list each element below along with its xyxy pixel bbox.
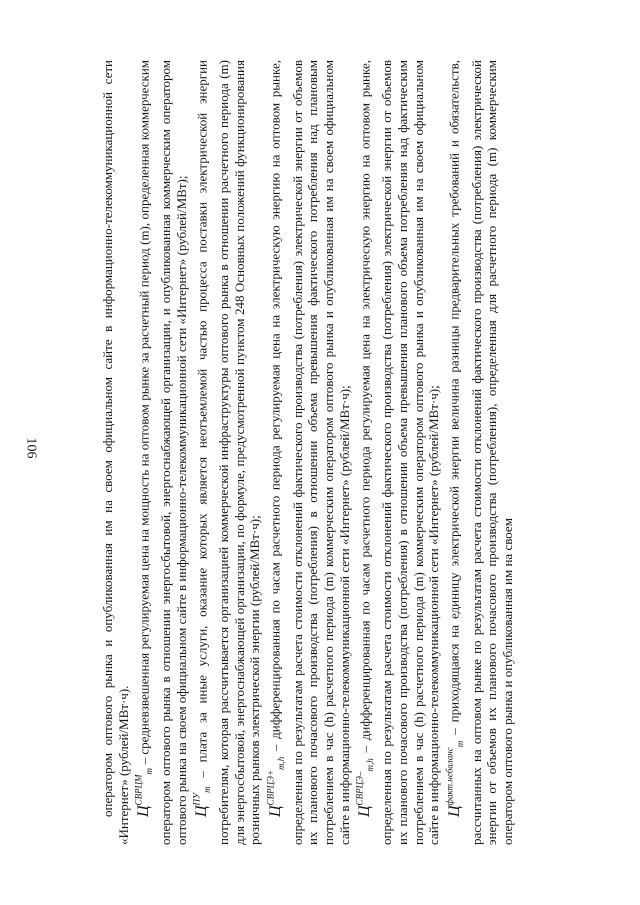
paragraph-1-text: оператором оптового рынка и опубликованная им на своем официальном сайте в информационно-телекоммуникационной сети «Интернет» (рублей/МВт·ч). [100, 60, 131, 845]
paragraph-4-text: – дифференцированная по часам расчетного периода регулируемая цена на электрическую энергию на оптовом рынке, определенная по результатам расчета стоимости отклонений фактического производства (потребления) электрической энергии от объемов их планового почасового производства (потребления) в отношении объема превышения фактического потребления над плановым потреблением в час (h) расчетного периода (m) коммерческим оператором оптового рынка и опубликованная им на своем официальном сайте в информационно-телекоммуникационной сети «Интернет» (рублей/МВт·ч); [267, 60, 352, 845]
paragraph-4 [263, 60, 353, 845]
formula-symbol: $Ц^{ПУ}_m$ [191, 786, 213, 817]
formula-symbol: $Ц^{факт.небаланс}_m$ [444, 740, 465, 817]
formula-symbol: $Ц^{СВРЦЭ+}_{m,h}$ [265, 756, 286, 817]
rotated-page [100, 60, 550, 845]
formula-symbol: $Ц^{СВРЦЭ-}_{m,h}$ [354, 758, 376, 817]
paragraph-6-text: – приходящаяся на единицу электрической энергии величина разницы предварительных требований и обязательств, рассчитанных на оптовом рынке по результатам расчета стоимости отклонений фактического производства (потребления) электрической энергии от объемов их планового почасового производства (потребления), определенная для расчетного периода (m) коммерческим оператором оптового рынка и опубликованная им на своем [446, 60, 516, 845]
paragraph-1 [100, 60, 132, 845]
paragraph-5-text: – дифференцированная по часам расчетного периода регулируемая цена на электрическую энергию на оптовом рынке, определенная по результатам расчета стоимости отклонений фактического производства (потребления) электрической энергии от объемов их планового почасового производства (потребления) в отношении объема превышения планового объема потребления над фактическим потреблением в час (h) расчетного периода (m) коммерческим оператором оптового рынка и опубликованная им на своем официальном сайте в информационно-телекоммуникационной сети «Интернет» (рублей/МВт·ч); [357, 60, 442, 845]
paragraph-6 [442, 60, 516, 845]
paragraph-5 [353, 60, 443, 845]
formula-symbol: $Ц^{СВРЦМ}_m$ [133, 767, 155, 817]
paragraph-3-text: – плата за иные услуги, оказание которых является неотъемлемой частью процесса поставки электрической энергии потребителям, которая рассчитывается организацией коммерческой инфраструктуры оптового рынка в отношении расчетного периода (m) для энергосбытовой, энергоснабжающей организации, по формуле, предусмотренной пунктом 248 Основных положений функционирования розничных рынков электрической энергии (рублей/МВт·ч); [193, 60, 263, 845]
page-number: 106 [23, 437, 39, 459]
paragraph-3 [190, 60, 264, 845]
paragraph-2 [132, 60, 190, 845]
paragraph-2-text: – средневзвешенная регулируемая цена на мощность на оптовом рынке за расчетный период (m), определенная коммерческим оператором оптового рынка в отношении энергосбытовой, энергоснабжающей организации, и опубликованная коммерческим оператором оптового рынка на своем официальном сайте в информационно-телекоммуникационной сети «Интернет» (рублей/МВт); [135, 60, 189, 845]
document-body [100, 60, 550, 845]
